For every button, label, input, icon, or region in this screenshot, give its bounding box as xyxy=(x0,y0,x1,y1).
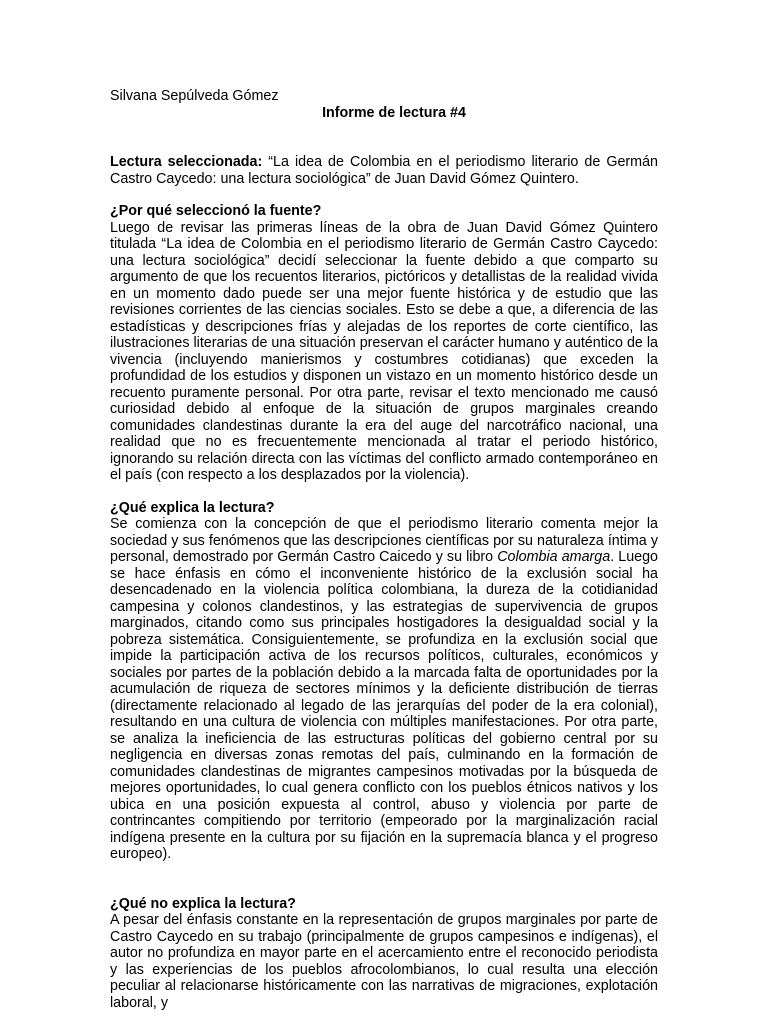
selected-reading xyxy=(110,154,658,187)
section-heading-why: ¿Por qué seleccionó la fuente? xyxy=(110,203,322,219)
section-heading-not-explains: ¿Qué no explica la lectura? xyxy=(110,895,296,912)
spacer xyxy=(110,121,658,154)
spacer xyxy=(110,484,658,500)
author-name: Silvana Sepúlveda Gómez xyxy=(110,88,279,104)
section-body-not-explains: A pesar del énfasis constante en la representación de grupos marginales por parte de Castro Caycedo en su trabajo (principalmente de grupos campesinos e indígenas), el autor no profundiza en mayor parte en el acercamiento entre el reconocido periodista y las experiencias de los pueblos afrocolombianos, lo cual resulta una elección peculiar al relacionarse históricamente con las narrativas de migraciones, explotación laboral, y xyxy=(110,912,658,1011)
section-body-why: Luego de revisar las primeras líneas de la obra de Juan David Gómez Quintero titulada “La idea de Colombia en el periodismo literario de Germán Castro Caycedo: una lectura sociológica” decidí seleccionar la fuente debido a que comparto su argumento de que los recuentos literarios, pictóricos y detallistas de la realidad vivida en un momento dado puede ser una mejor fuente histórica y de estudio que las revisiones corrientes de las ciencias sociales. Esto se debe a que, a diferencia de las estadísticas y descripciones frías y alejadas de los reportes de corte científico, las ilustraciones literarias de una situación preservan el carácter humano y auténtico de la vivencia (incluyendo manierismos y costumbres cotidianas) que exceden la profundidad de los estudios y disponen un vistazo en un momento histórico desde un recuento puramente personal. Por otra parte, revisar el texto mencionado me causó curiosidad debido al enfoque de la situación de grupos marginales creando comunidades clandestinas durante la era del auge del narcotráfico nacional, una realidad que no es frecuentemente mencionada al tratar el periodo histórico, ignorando su relación directa con las víctimas del conflicto armado contemporáneo en el país (con respecto a los desplazados por la violencia). xyxy=(110,219,658,483)
book-title: Colombia amarga xyxy=(497,549,611,565)
spacer xyxy=(110,863,658,896)
document-page xyxy=(110,88,658,1011)
section-heading-explains: ¿Qué explica la lectura? xyxy=(110,499,275,516)
selected-reading-label: Lectura seleccionada: xyxy=(110,154,263,170)
section-body-explains-part1: Se comienza con la concepción de que el periodismo literario comenta mejor la sociedad y sus fenómenos que las descripciones científicas por su naturaleza íntima y personal, demostrado por Germán Castro Caicedo y su libro xyxy=(110,516,658,565)
section-body-explains-part2: . Luego se hace énfasis en cómo el inconveniente histórico de la exclusión social ha desencadenado en la violencia política colombiana, la dureza de la cotidianidad campesina y colonos clandestinos, y las estrategias de supervivencia de grupos marginados, citando como sus principales hostigadores la desigualdad social y la pobreza sistemática. Consiguientemente, se profundiza en la exclusión social que impide la participación activa de los recursos políticos, culturales, económicos y sociales por partes de la población debido a la marcada falta de oportunidades por la acumulación de riqueza de sectores mínimos y la deficiente distribución de tierras (directamente relacionado al legado de las jerarquías del poder de la era colonial), resultando en una cultura de violencia con múltiples manifestaciones. Por otra parte, se analiza la ineficiencia de las estructuras políticas del gobierno central por su negligencia en diversas zonas remotas del país, culminando en la formación de comunidades clandestinas de migrantes campesinos motivadas por la búsqueda de mejores oportunidades, lo cual genera conflicto con los pueblos étnicos nativos y los ubica en una posición expuesta al control, abuso y violencia por parte de contrincantes compitiendo por territorio (empeorado por la marginalización racial indígena presente en la cultura por su fijación en la supremacía blanca y el progreso europeo). xyxy=(110,549,659,862)
selected-reading-text: “La idea de Colombia en el periodismo literario de Germán Castro Caycedo: una lectura sociológica” de Juan David Gómez Quintero. xyxy=(110,154,658,187)
spacer xyxy=(110,187,658,203)
report-title: Informe de lectura #4 xyxy=(322,104,466,121)
section-body-explains xyxy=(110,516,658,863)
